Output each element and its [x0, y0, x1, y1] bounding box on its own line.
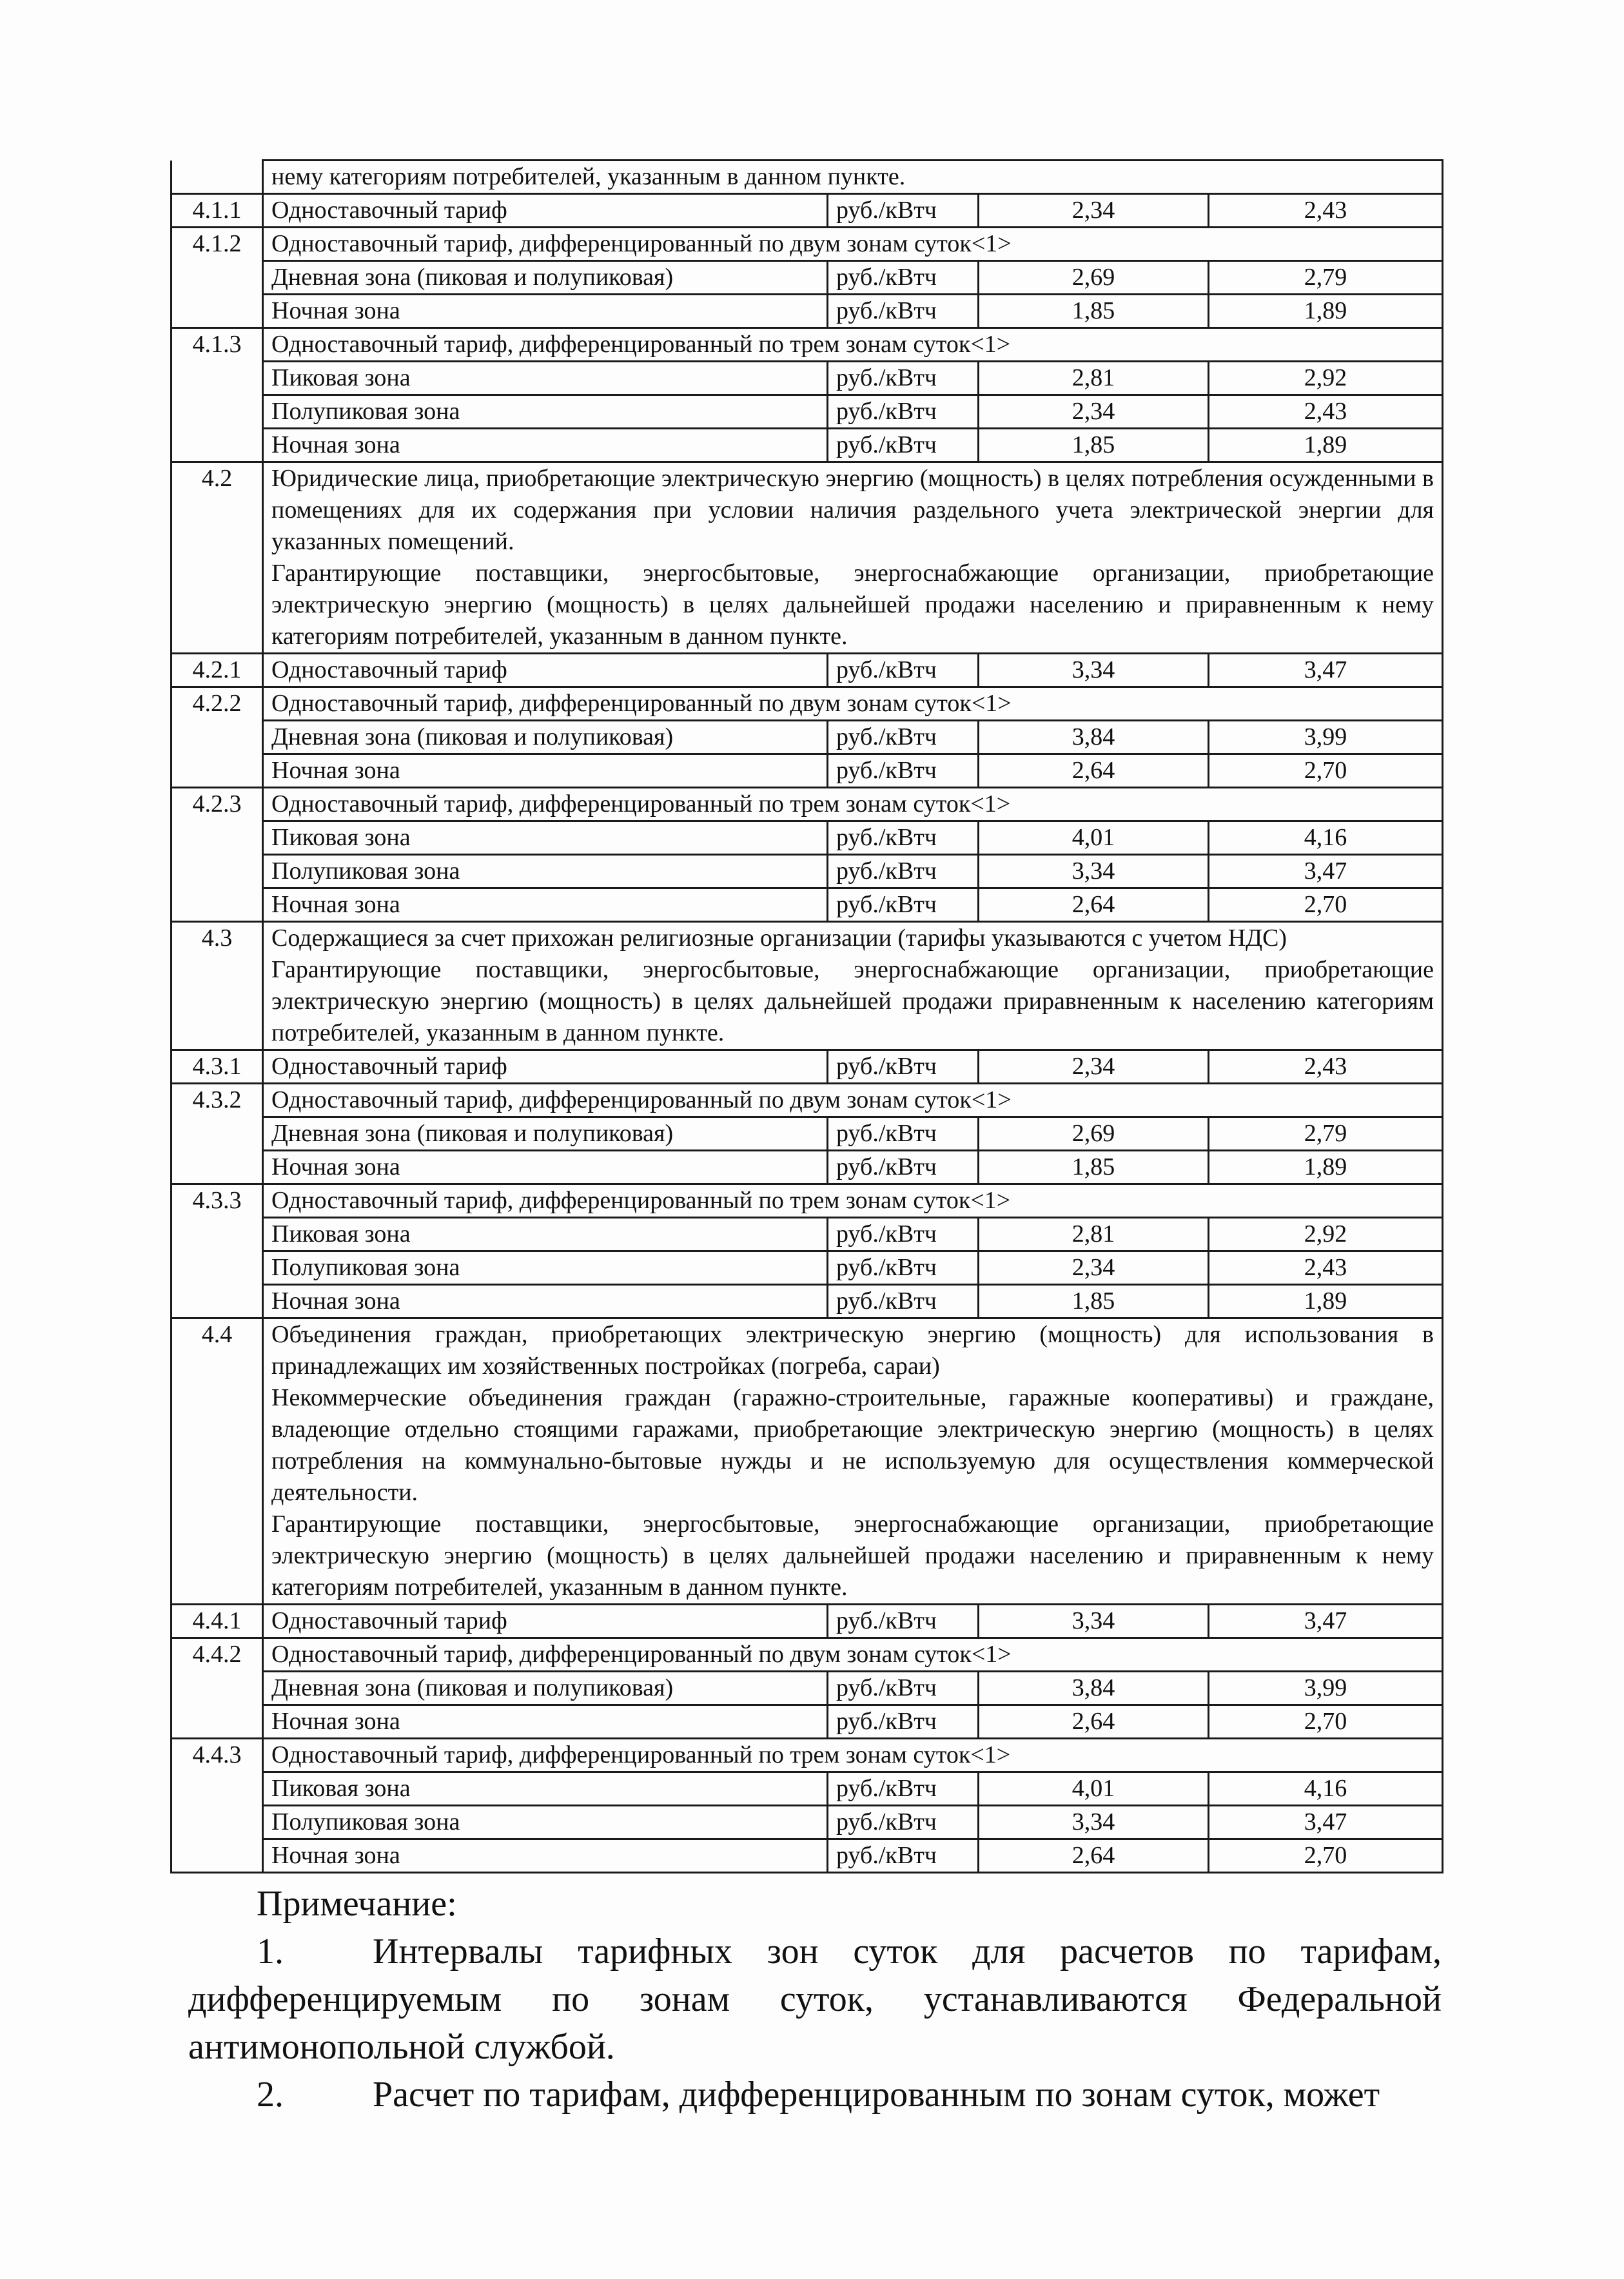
item-number-cell: 4.4.3: [171, 1739, 263, 1772]
tariff-value-second-half: 1,89: [1209, 1151, 1443, 1184]
tariff-value-second-half: 3,47: [1209, 1605, 1443, 1638]
table-row: [171, 429, 1443, 462]
table-row: [171, 1638, 1443, 1672]
table-row: [171, 1050, 1443, 1084]
table-row: [171, 821, 1443, 855]
item-number-cell: [171, 855, 263, 888]
table-row: [171, 395, 1443, 429]
table-row: [171, 328, 1443, 362]
item-number-cell: [171, 1218, 263, 1251]
item-description-cell: Одноставочный тариф, дифференцированный по трем зонам суток<1>: [263, 328, 1443, 362]
item-description-cell: [263, 462, 1443, 654]
tariff-value-first-half: 1,85: [979, 1285, 1209, 1318]
table-row: [171, 1218, 1443, 1251]
tariff-value-second-half: 4,16: [1209, 1772, 1443, 1806]
tariff-value-second-half: 3,47: [1209, 1806, 1443, 1839]
table-row: [171, 1705, 1443, 1739]
item-number-cell: 4.1.3: [171, 328, 263, 362]
note-text: Интервалы тарифных зон суток для расчетов по тарифам, дифференцируемым по зонам суток, устанавливаются Федеральной антимонопольной службой.: [188, 1932, 1442, 2067]
description-paragraph: Гарантирующие поставщики, энергосбытовые, энергоснабжающие организации, приобретающие электрическую энергию (мощность) в целях дальнейшей продажи приравненным к населению категориям потребителей, указанным в данном пункте.: [271, 956, 1434, 1046]
tariff-value-second-half: 2,43: [1209, 194, 1443, 228]
unit-cell: руб./кВтч: [828, 1705, 979, 1739]
item-number-cell: 4.3.2: [171, 1084, 263, 1117]
tariff-value-first-half: 2,64: [979, 754, 1209, 788]
item-description-cell: Пиковая зона: [263, 1772, 828, 1806]
table-row: [171, 687, 1443, 721]
tariff-value-second-half: 2,70: [1209, 1705, 1443, 1739]
unit-cell: руб./кВтч: [828, 1117, 979, 1151]
tariff-value-first-half: 2,64: [979, 1839, 1209, 1873]
tariff-value-first-half: 1,85: [979, 295, 1209, 328]
item-description-cell: [263, 1318, 1443, 1605]
tariff-table-body: [171, 161, 1443, 1873]
item-number-cell: 4.4.1: [171, 1605, 263, 1638]
item-description-cell: Ночная зона: [263, 1839, 828, 1873]
unit-cell: руб./кВтч: [828, 888, 979, 922]
item-description-cell: Полупиковая зона: [263, 1806, 828, 1839]
tariff-value-second-half: 2,43: [1209, 395, 1443, 429]
tariff-value-second-half: 2,92: [1209, 362, 1443, 395]
table-row: [171, 462, 1443, 654]
item-description-cell: Одноставочный тариф, дифференцированный по трем зонам суток<1>: [263, 788, 1443, 821]
item-number-cell: [171, 1772, 263, 1806]
unit-cell: руб./кВтч: [828, 1218, 979, 1251]
tariff-value-second-half: 2,43: [1209, 1050, 1443, 1084]
description-paragraph: Некоммерческие объединения граждан (гаражно-строительные, гаражные кооперативы) и граждане, владеющие отдельно стоящими гаражами, приобретающие электрическую энергию (мощность) в целях потребления на коммунально-бытовые нужды и не используемую для осуществления коммерческой деятельности.: [271, 1384, 1434, 1506]
table-row: [171, 855, 1443, 888]
item-number-cell: [171, 1251, 263, 1285]
table-row: [171, 888, 1443, 922]
item-number-cell: 4.2.1: [171, 654, 263, 687]
item-description-cell: [263, 922, 1443, 1050]
item-number-cell: [171, 1839, 263, 1873]
tariff-value-first-half: 2,69: [979, 261, 1209, 295]
note-item: [188, 1928, 1442, 2071]
tariff-value-first-half: 2,64: [979, 888, 1209, 922]
item-description-cell: Пиковая зона: [263, 1218, 828, 1251]
item-number-cell: 4.1.1: [171, 194, 263, 228]
unit-cell: руб./кВтч: [828, 295, 979, 328]
item-number-cell: 4.1.2: [171, 228, 263, 261]
item-description-cell: Дневная зона (пиковая и полупиковая): [263, 261, 828, 295]
item-description-cell: Ночная зона: [263, 429, 828, 462]
item-description-cell: Пиковая зона: [263, 362, 828, 395]
item-number-cell: 4.3.3: [171, 1184, 263, 1218]
item-description-cell: Полупиковая зона: [263, 1251, 828, 1285]
item-number-cell: 4.4.2: [171, 1638, 263, 1672]
tariff-value-second-half: 2,79: [1209, 261, 1443, 295]
tariff-value-second-half: 1,89: [1209, 1285, 1443, 1318]
unit-cell: руб./кВтч: [828, 1806, 979, 1839]
notes-section: [188, 1880, 1442, 2118]
table-row: [171, 1184, 1443, 1218]
item-description-cell: Дневная зона (пиковая и полупиковая): [263, 721, 828, 754]
item-number-cell: 4.2.2: [171, 687, 263, 721]
tariff-value-first-half: 3,34: [979, 1605, 1209, 1638]
item-number-cell: 4.3: [171, 922, 263, 1050]
table-row: [171, 1285, 1443, 1318]
item-description-cell: Одноставочный тариф, дифференцированный по трем зонам суток<1>: [263, 1739, 1443, 1772]
item-number-cell: [171, 754, 263, 788]
unit-cell: руб./кВтч: [828, 1251, 979, 1285]
table-row: [171, 1806, 1443, 1839]
tariff-value-second-half: 3,99: [1209, 721, 1443, 754]
table-row: [171, 654, 1443, 687]
tariff-value-second-half: 2,79: [1209, 1117, 1443, 1151]
item-number-cell: [171, 1806, 263, 1839]
tariff-value-second-half: 3,47: [1209, 654, 1443, 687]
item-number-cell: [171, 1117, 263, 1151]
item-description-cell: Ночная зона: [263, 1285, 828, 1318]
description-paragraph: Содержащиеся за счет прихожан религиозные организации (тарифы указываются с учетом НДС): [271, 924, 1287, 952]
unit-cell: руб./кВтч: [828, 1605, 979, 1638]
tariff-value-second-half: 3,99: [1209, 1672, 1443, 1705]
unit-cell: руб./кВтч: [828, 821, 979, 855]
tariff-value-first-half: 4,01: [979, 1772, 1209, 1806]
tariff-value-second-half: 3,47: [1209, 855, 1443, 888]
item-description-cell: Одноставочный тариф, дифференцированный по двум зонам суток<1>: [263, 687, 1443, 721]
table-row: [171, 1672, 1443, 1705]
item-description-cell: Ночная зона: [263, 888, 828, 922]
item-description-cell: нему категориям потребителей, указанным в данном пункте.: [263, 161, 1443, 194]
table-row: [171, 1084, 1443, 1117]
tariff-value-first-half: 2,64: [979, 1705, 1209, 1739]
tariff-value-first-half: 2,81: [979, 362, 1209, 395]
item-number-cell: [171, 721, 263, 754]
table-row: [171, 754, 1443, 788]
item-description-cell: Ночная зона: [263, 1705, 828, 1739]
unit-cell: руб./кВтч: [828, 1285, 979, 1318]
tariff-value-second-half: 4,16: [1209, 821, 1443, 855]
unit-cell: руб./кВтч: [828, 194, 979, 228]
tariff-value-first-half: 3,34: [979, 654, 1209, 687]
tariff-value-second-half: 2,43: [1209, 1251, 1443, 1285]
item-number-cell: 4.2: [171, 462, 263, 654]
table-row: [171, 1839, 1443, 1873]
unit-cell: руб./кВтч: [828, 261, 979, 295]
note-number: 1.: [257, 1932, 284, 1971]
table-row: [171, 1772, 1443, 1806]
item-number-cell: [171, 362, 263, 395]
table-row: [171, 161, 1443, 194]
table-row: [171, 1605, 1443, 1638]
tariff-value-first-half: 3,84: [979, 721, 1209, 754]
tariff-value-second-half: 1,89: [1209, 295, 1443, 328]
unit-cell: руб./кВтч: [828, 1772, 979, 1806]
table-row: [171, 1739, 1443, 1772]
item-number-cell: 4.3.1: [171, 1050, 263, 1084]
item-number-cell: [171, 1151, 263, 1184]
tariff-value-second-half: 2,70: [1209, 1839, 1443, 1873]
item-description-cell: Одноставочный тариф: [263, 1605, 828, 1638]
tariff-value-first-half: 2,34: [979, 1251, 1209, 1285]
table-row: [171, 1318, 1443, 1605]
table-row: [171, 362, 1443, 395]
tariff-value-second-half: 1,89: [1209, 429, 1443, 462]
item-description-cell: Дневная зона (пиковая и полупиковая): [263, 1672, 828, 1705]
item-description-cell: Одноставочный тариф, дифференцированный по двум зонам суток<1>: [263, 1638, 1443, 1672]
table-row: [171, 228, 1443, 261]
tariff-value-first-half: 2,81: [979, 1218, 1209, 1251]
tariff-value-first-half: 2,34: [979, 395, 1209, 429]
tariff-value-second-half: 2,70: [1209, 754, 1443, 788]
item-number-cell: [171, 395, 263, 429]
item-number-cell: [171, 261, 263, 295]
item-number-cell: [171, 821, 263, 855]
item-description-cell: Одноставочный тариф: [263, 194, 828, 228]
table-row: [171, 1251, 1443, 1285]
tariff-value-first-half: 1,85: [979, 429, 1209, 462]
description-paragraph: Юридические лица, приобретающие электрическую энергию (мощность) в целях потребления осужденными в помещениях для их содержания при условии наличия раздельного учета электрической энергии для указанных помещений.: [271, 465, 1434, 555]
item-number-cell: [171, 1285, 263, 1318]
unit-cell: руб./кВтч: [828, 395, 979, 429]
description-paragraph: Гарантирующие поставщики, энергосбытовые, энергоснабжающие организации, приобретающие электрическую энергию (мощность) в целях дальнейшей продажи населению и приравненным к нему категориям потребителей, указанным в данном пункте.: [271, 560, 1434, 650]
item-description-cell: Одноставочный тариф, дифференцированный по трем зонам суток<1>: [263, 1184, 1443, 1218]
table-row: [171, 295, 1443, 328]
table-row: [171, 721, 1443, 754]
unit-cell: руб./кВтч: [828, 855, 979, 888]
item-description-cell: Одноставочный тариф: [263, 1050, 828, 1084]
tariff-value-first-half: 1,85: [979, 1151, 1209, 1184]
item-number-cell: 4.2.3: [171, 788, 263, 821]
item-description-cell: Пиковая зона: [263, 821, 828, 855]
note-number: 2.: [257, 2075, 284, 2115]
item-description-cell: Ночная зона: [263, 295, 828, 328]
table-row: [171, 922, 1443, 1050]
item-number-cell: [171, 888, 263, 922]
tariff-value-first-half: 2,34: [979, 194, 1209, 228]
tariff-value-first-half: 2,34: [979, 1050, 1209, 1084]
unit-cell: руб./кВтч: [828, 721, 979, 754]
unit-cell: руб./кВтч: [828, 362, 979, 395]
item-number-cell: [171, 1672, 263, 1705]
unit-cell: руб./кВтч: [828, 1839, 979, 1873]
tariff-value-first-half: 4,01: [979, 821, 1209, 855]
notes-heading: Примечание:: [257, 1884, 457, 1924]
unit-cell: руб./кВтч: [828, 754, 979, 788]
tariff-table: [170, 159, 1443, 1873]
tariff-value-second-half: 2,70: [1209, 888, 1443, 922]
note-text: Расчет по тарифам, дифференцированным по зонам суток, может: [373, 2075, 1380, 2115]
item-description-cell: Полупиковая зона: [263, 855, 828, 888]
table-row: [171, 261, 1443, 295]
note-item: [188, 2071, 1442, 2118]
unit-cell: руб./кВтч: [828, 1672, 979, 1705]
item-description-cell: Дневная зона (пиковая и полупиковая): [263, 1117, 828, 1151]
item-description-cell: Полупиковая зона: [263, 395, 828, 429]
item-description-cell: Ночная зона: [263, 1151, 828, 1184]
tariff-value-second-half: 2,92: [1209, 1218, 1443, 1251]
unit-cell: руб./кВтч: [828, 1151, 979, 1184]
item-number-cell: 4.4: [171, 1318, 263, 1605]
table-row: [171, 788, 1443, 821]
unit-cell: руб./кВтч: [828, 429, 979, 462]
item-description-cell: Одноставочный тариф, дифференцированный по двум зонам суток<1>: [263, 228, 1443, 261]
tariff-value-first-half: 3,84: [979, 1672, 1209, 1705]
unit-cell: руб./кВтч: [828, 654, 979, 687]
table-row: [171, 1117, 1443, 1151]
item-number-cell: [171, 429, 263, 462]
item-number-cell: [171, 1705, 263, 1739]
item-description-cell: Одноставочный тариф: [263, 654, 828, 687]
table-row: [171, 194, 1443, 228]
item-description-cell: Ночная зона: [263, 754, 828, 788]
tariff-value-first-half: 3,34: [979, 1806, 1209, 1839]
description-paragraph: Гарантирующие поставщики, энергосбытовые, энергоснабжающие организации, приобретающие электрическую энергию (мощность) в целях дальнейшей продажи населению и приравненным к нему категориям потребителей, указанным в данном пункте.: [271, 1511, 1434, 1601]
item-description-cell: Одноставочный тариф, дифференцированный по двум зонам суток<1>: [263, 1084, 1443, 1117]
unit-cell: руб./кВтч: [828, 1050, 979, 1084]
tariff-value-first-half: 3,34: [979, 855, 1209, 888]
tariff-value-first-half: 2,69: [979, 1117, 1209, 1151]
item-number-cell: [171, 161, 263, 194]
description-paragraph: Объединения граждан, приобретающих электрическую энергию (мощность) для использования в принадлежащих им хозяйственных постройках (погреба, сараи): [271, 1321, 1434, 1380]
table-row: [171, 1151, 1443, 1184]
item-number-cell: [171, 295, 263, 328]
